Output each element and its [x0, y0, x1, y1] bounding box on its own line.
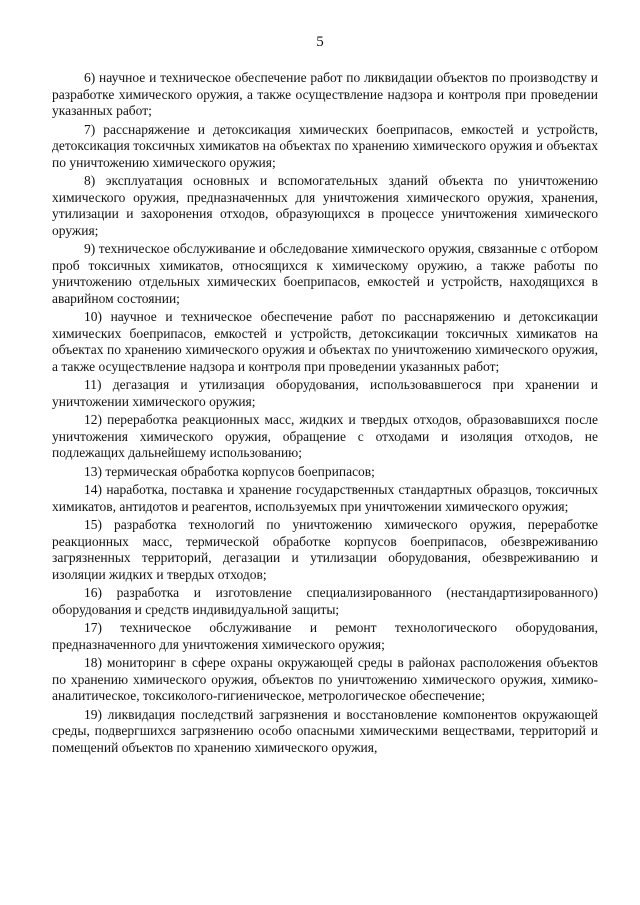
document-body [52, 70, 598, 758]
list-item-16: 16) разработка и изготовление специализированного (нестандартизированного) оборудования и средств индивидуальной защиты; [52, 585, 598, 617]
list-item-8: 8) эксплуатация основных и вспомогательных зданий объекта по уничтожению химического оружия, предназначенных для уничтожения химического оружия, хранения, утилизации и захоронения отходов, образующихся в процессе уничтожения химического оружия; [52, 173, 598, 238]
list-item-11: 11) дегазация и утилизация оборудования, использовавшегося при хранении и уничтожении химического оружия; [52, 377, 598, 409]
list-item-15: 15) разработка технологий по уничтожению химического оружия, переработке реакционных масс, термической обработке корпусов боеприпасов, обезвреживанию загрязненных территорий, дегазации и утилизации оборудования, обезвреживанию и изоляции жидких и твердых отходов; [52, 517, 598, 582]
list-item-12: 12) переработка реакционных масс, жидких и твердых отходов, образовавшихся после уничтожения химического оружия, обращение с отходами и изоляция отходов, не подлежащих дальнейшему использованию; [52, 412, 598, 460]
page-number: 5 [316, 34, 324, 50]
list-item-13: 13) термическая обработка корпусов боеприпасов; [84, 463, 375, 479]
list-item-17: 17) техническое обслуживание и ремонт технологического оборудования, предназначенного для уничтожения химического оружия; [52, 620, 598, 652]
list-item-19: 19) ликвидация последствий загрязнения и восстановление компонентов окружающей среды, подвергшихся загрязнению особо опасными химическими веществами, территорий и помещений объектов по хранению химического оружия, [52, 706, 598, 755]
list-item-7: 7) расснаряжение и детоксикация химических боеприпасов, емкостей и устройств, детоксикация токсичных химикатов на объектах по хранению химического оружия и объектах по уничтожению химического оружия; [52, 121, 598, 170]
list-item-9: 9) техническое обслуживание и обследование химического оружия, связанные с отбором проб токсичных химикатов, относящихся к химическому оружию, а также работы по уничтожению отдельных химических боеприпасов, емкостей и устройств, находящихся в аварийном состоянии; [52, 241, 598, 306]
list-item-14: 14) наработка, поставка и хранение государственных стандартных образцов, токсичных химикатов, антидотов и реагентов, используемых при уничтожении химического оружия; [52, 482, 598, 514]
list-item-10: 10) научное и техническое обеспечение работ по расснаряжению и детоксикации химических боеприпасов, емкостей и устройств, детоксикации токсичных химикатов на объектах по хранению химического оружия и объектах по уничтожению химического оружия, а также осуществление надзора и контроля при проведении указанных работ; [52, 309, 598, 374]
list-item-18: 18) мониторинг в сфере охраны окружающей среды в районах расположения объектов по хранению химического оружия, объектов по уничтожению химического оружия, химико-аналитическое, токсиколого-гигиеническое, метрологическое обеспечение; [52, 655, 598, 703]
list-item-6: 6) научное и техническое обеспечение работ по ликвидации объектов по производству и разработке химического оружия, а также осуществление надзора и контроля при проведении указанных работ; [52, 70, 598, 118]
